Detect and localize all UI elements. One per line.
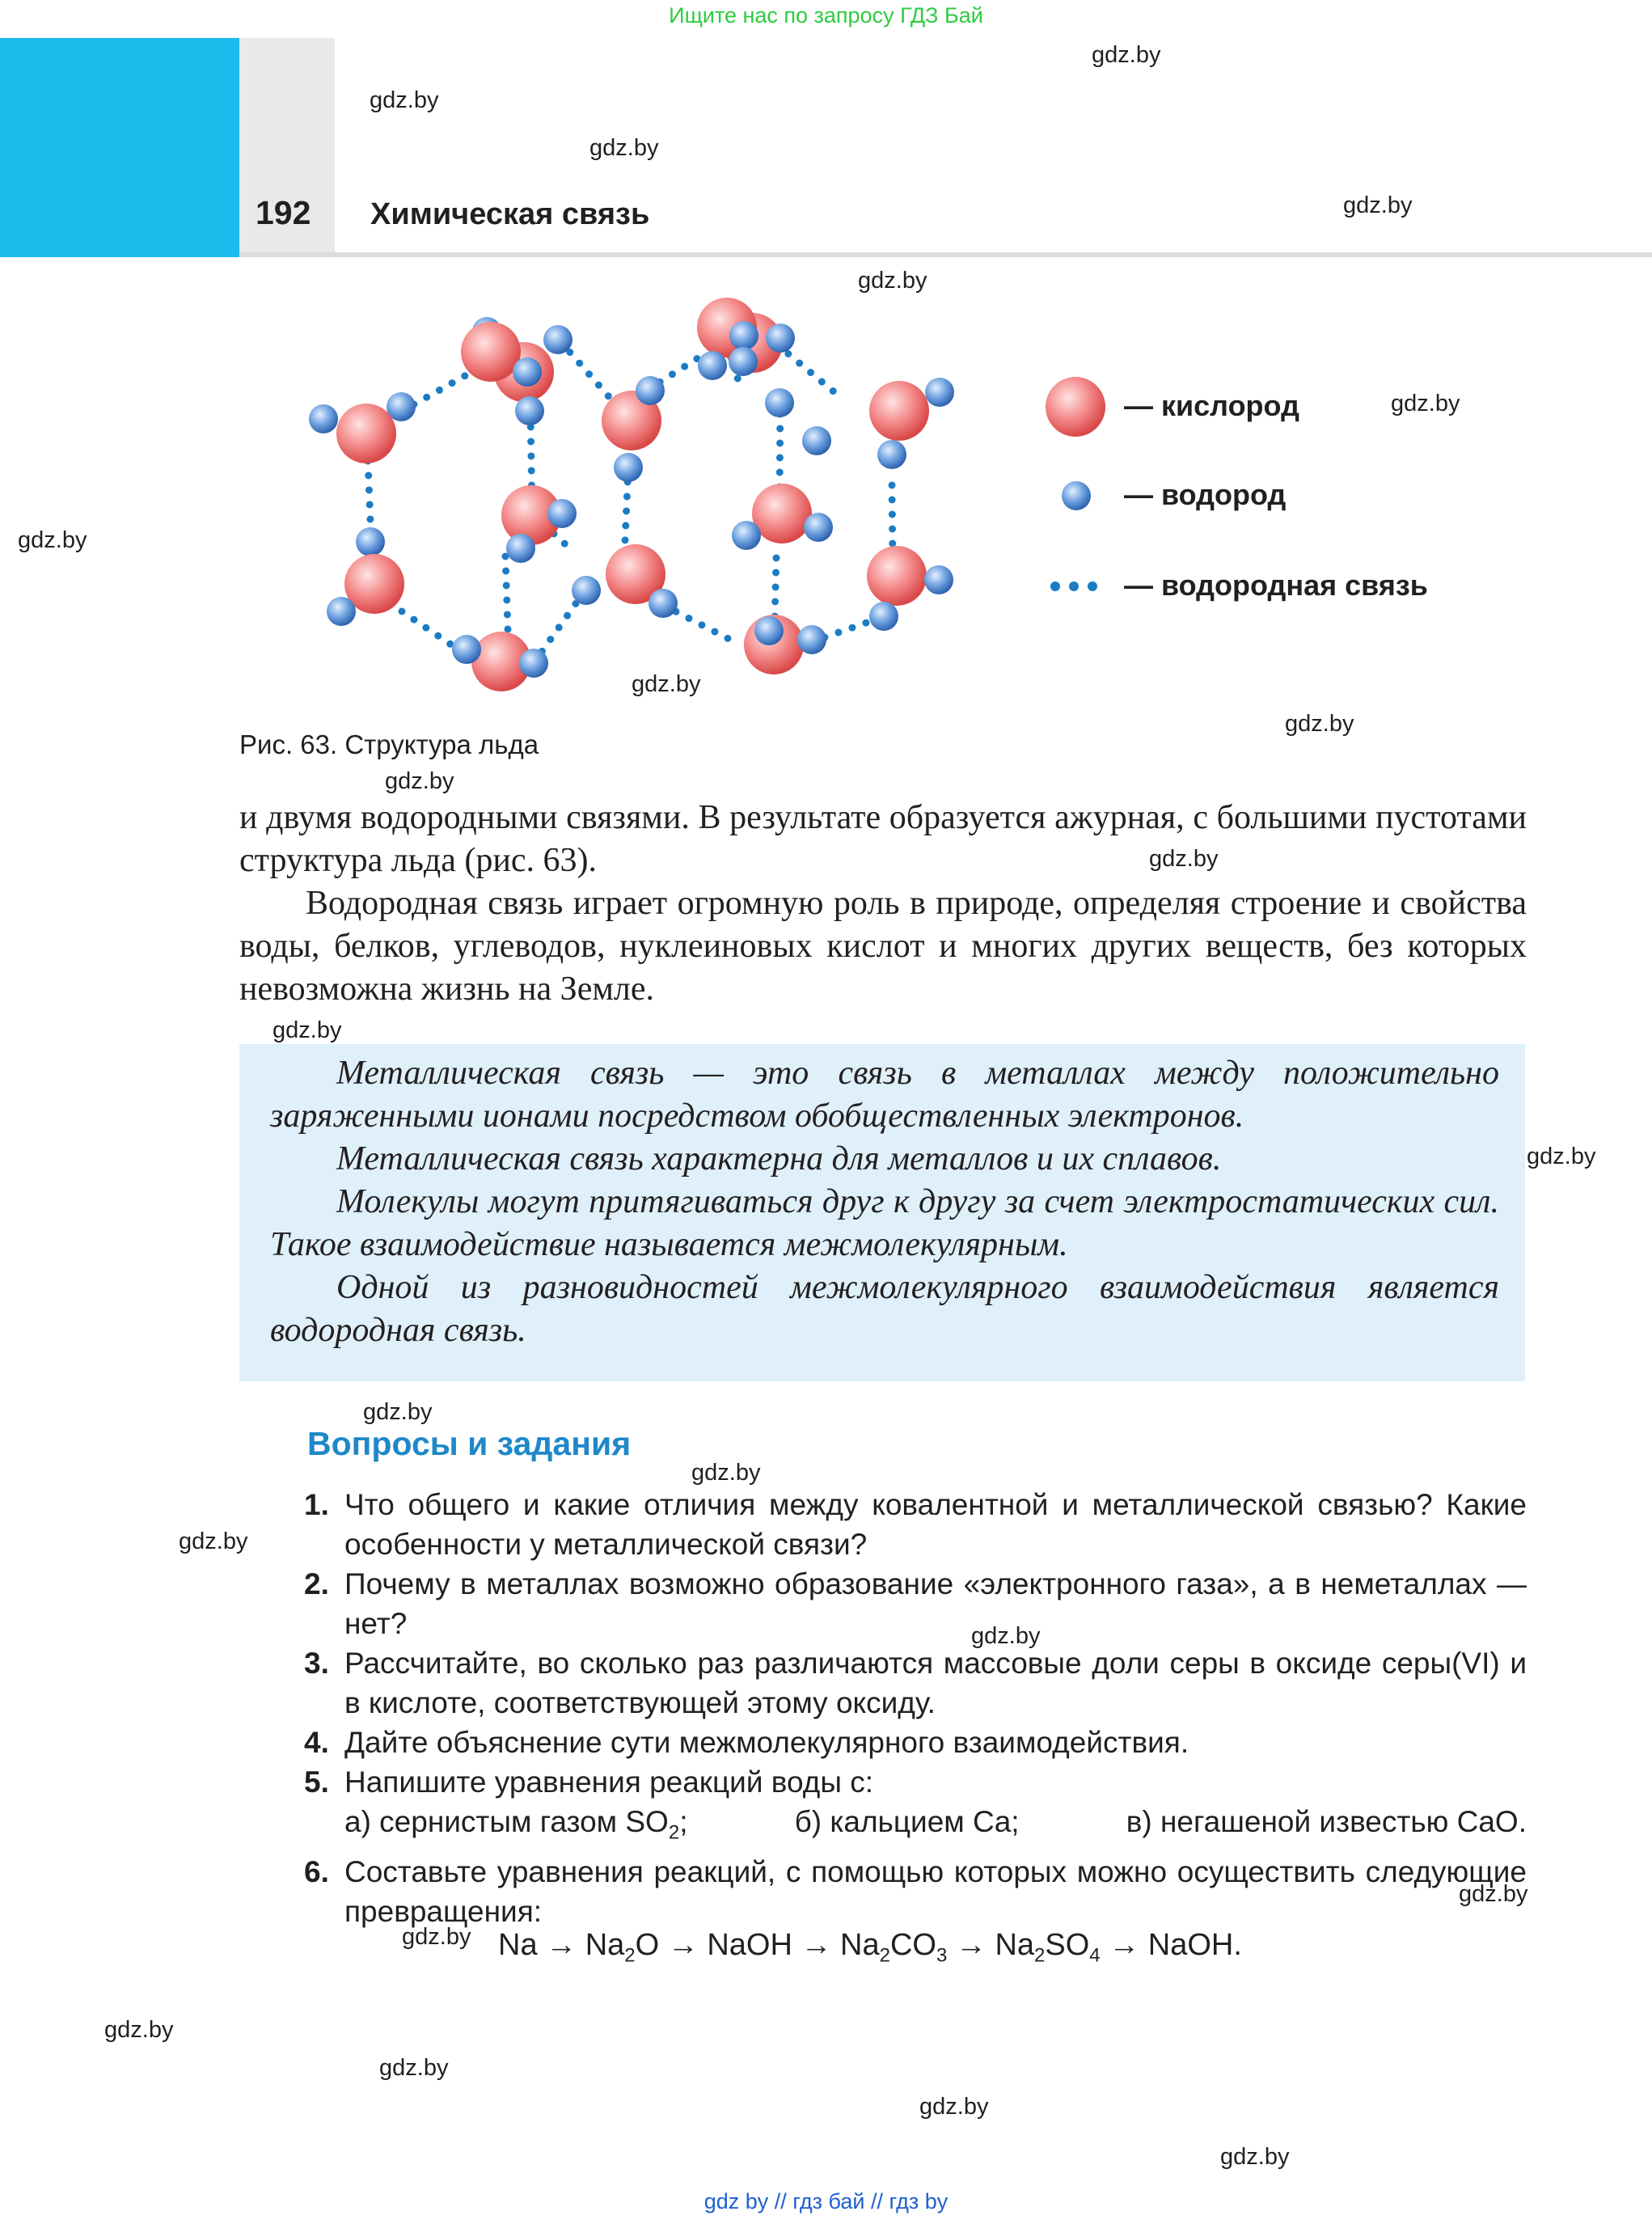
option-c: в) негашеной известью CaO. bbox=[1126, 1805, 1527, 1838]
hydrogen-atom bbox=[452, 635, 481, 664]
question-item bbox=[304, 1852, 1527, 1931]
hydrogen-atom bbox=[754, 616, 784, 645]
watermark: gdz.by bbox=[1343, 192, 1413, 218]
question-text: Напишите уравнения реакций воды с: bbox=[344, 1765, 874, 1799]
oxygen-atom bbox=[336, 404, 396, 463]
arrow: → bbox=[801, 1928, 832, 1962]
question-text: Рассчитайте, во сколько раз различаются массовые доли серы в оксиде серы(VI) и в кислоте, соответствующей этому оксиду. bbox=[344, 1647, 1527, 1719]
watermark: gdz.by bbox=[402, 1924, 471, 1950]
arrow: → bbox=[667, 1928, 699, 1962]
watermark: gdz.by bbox=[1285, 711, 1354, 737]
hydrogen-atom bbox=[327, 597, 356, 626]
body-text bbox=[239, 797, 1527, 1011]
arrow: → bbox=[1109, 1928, 1140, 1962]
hydrogen-bond bbox=[777, 345, 834, 392]
watermark: gdz.by bbox=[18, 527, 87, 553]
hydrogen-bond bbox=[505, 556, 508, 629]
top-banner[interactable]: Ищите нас по запросу ГДЗ Бай bbox=[669, 3, 983, 27]
question-number: 1. bbox=[304, 1488, 329, 1521]
hydrogen-atom bbox=[804, 513, 833, 542]
watermark: gdz.by bbox=[919, 2094, 989, 2120]
definition-box bbox=[239, 1044, 1525, 1381]
watermark: gdz.by bbox=[858, 268, 927, 294]
figure-legend bbox=[1046, 377, 1105, 591]
formula-na2co3: $Na_2CO_3$ bbox=[840, 1928, 948, 1967]
legend-hydrogen-label: — водород bbox=[1124, 478, 1287, 511]
formula-na2o: $Na_2O$ bbox=[585, 1928, 660, 1967]
formula-naoh-end: NaOH. bbox=[1147, 1928, 1242, 1962]
question-item bbox=[304, 1643, 1527, 1723]
watermark: gdz.by bbox=[379, 2055, 449, 2081]
watermark: gdz.by bbox=[385, 768, 454, 794]
paragraph: и двумя водородными связями. В результате образуется ажурная, с большими пустотами структура льда (рис. 63). bbox=[239, 799, 1527, 879]
hydrogen-atom bbox=[877, 440, 906, 469]
hydrogen-atom bbox=[729, 321, 758, 350]
hydrogen-atom bbox=[547, 499, 577, 528]
formula-naoh: NaOH bbox=[707, 1928, 792, 1962]
definition: Одной из разновидностей межмолекулярного взаимодействия является водородная связь. bbox=[270, 1269, 1499, 1349]
hydrogen-atom bbox=[765, 388, 794, 417]
arrow: → bbox=[955, 1928, 987, 1962]
question-item bbox=[304, 1723, 1527, 1762]
subscript: 2 bbox=[668, 1821, 680, 1844]
hydrogen-atom bbox=[506, 534, 535, 563]
questions-list bbox=[304, 1485, 1527, 1931]
hydrogen-atom bbox=[924, 565, 953, 594]
formula-na: Na bbox=[498, 1928, 538, 1962]
questions-title: Вопросы и задания bbox=[307, 1425, 632, 1462]
watermark: gdz.by bbox=[691, 1460, 761, 1486]
question-number: 2. bbox=[304, 1567, 329, 1600]
question-number: 5. bbox=[304, 1765, 329, 1799]
option-a bbox=[344, 1802, 687, 1852]
question-text: Что общего и какие отличия между ковалентной и металлической связью? Какие особенности у металлической связи? bbox=[344, 1488, 1527, 1561]
watermark: gdz.by bbox=[273, 1017, 342, 1043]
page-number: 192 bbox=[256, 194, 311, 231]
formula-na2so4: $Na_2SO_4$ bbox=[995, 1928, 1101, 1967]
watermark: gdz.by bbox=[1149, 846, 1219, 872]
paragraph: Водородная связь играет огромную роль в природе, определяя строение и свойства воды, белков, углеводов, нуклеиновых кислот и многих других веществ, без которых невозможна жизнь на Земле. bbox=[239, 885, 1527, 1008]
header-divider bbox=[239, 252, 1652, 257]
hydrogen-atom bbox=[519, 649, 548, 678]
oxygen-atom bbox=[752, 484, 812, 543]
watermark: gdz.by bbox=[971, 1623, 1041, 1649]
question-item bbox=[304, 1485, 1527, 1564]
definition: Молекулы могут притягиваться друг к другу за счет электростатических сил. Такое взаимодействие называется межмолекулярным. bbox=[270, 1183, 1499, 1263]
oxygen-atom bbox=[867, 546, 927, 606]
footer-links[interactable]: gdz by // гдз бай // гдз by bbox=[703, 2189, 949, 2213]
hydrogen-atom bbox=[732, 521, 761, 550]
hydrogen-atom bbox=[356, 527, 385, 556]
hydrogen-atom bbox=[649, 589, 678, 618]
transformation-chain bbox=[498, 1928, 1242, 1968]
option-b: б) кальцием Ca; bbox=[794, 1805, 1020, 1838]
watermark: gdz.by bbox=[104, 2017, 174, 2043]
watermark: gdz.by bbox=[1220, 2144, 1290, 2170]
question-text: Почему в металлах возможно образование «электронного газа», а в неметаллах — нет? bbox=[344, 1567, 1527, 1640]
hydrogen-atom bbox=[513, 357, 542, 387]
legend-oxygen-icon bbox=[1046, 377, 1105, 437]
hydrogen-atom bbox=[309, 404, 338, 433]
question-options bbox=[304, 1802, 1527, 1852]
hydrogen-atom bbox=[614, 453, 643, 482]
watermark: gdz.by bbox=[179, 1528, 248, 1554]
hydrogen-atom bbox=[802, 426, 831, 455]
molecules bbox=[309, 298, 954, 691]
figure-caption: Рис. 63. Структура льда bbox=[239, 729, 539, 759]
watermark: gdz.by bbox=[363, 1399, 433, 1425]
option-a-text: а) сернистым газом SO bbox=[344, 1805, 669, 1838]
hydrogen-atom bbox=[766, 323, 795, 353]
watermark: gdz.by bbox=[1459, 1881, 1528, 1907]
question-item bbox=[304, 1762, 1527, 1802]
ice-structure-figure bbox=[291, 275, 1472, 704]
hydrogen-bonds bbox=[361, 341, 893, 663]
watermark: gdz.by bbox=[632, 671, 701, 697]
oxygen-atom bbox=[461, 322, 521, 382]
legend-hbond-icon bbox=[1050, 581, 1097, 591]
hydrogen-atom bbox=[869, 602, 898, 631]
question-number: 3. bbox=[304, 1647, 329, 1680]
legend-hydrogen-icon bbox=[1062, 481, 1091, 510]
question-number: 6. bbox=[304, 1855, 329, 1889]
legend-hbond-label: — водородная связь bbox=[1124, 569, 1428, 602]
chapter-title: Химическая связь bbox=[370, 197, 650, 231]
watermark: gdz.by bbox=[1527, 1144, 1596, 1169]
legend-oxygen-label: — кислород bbox=[1124, 389, 1299, 422]
watermark: gdz.by bbox=[370, 87, 439, 113]
watermark: gdz.by bbox=[1092, 42, 1161, 68]
hydrogen-atom bbox=[925, 378, 954, 407]
header-color-tab bbox=[0, 38, 239, 257]
hydrogen-atom bbox=[543, 325, 572, 354]
watermark: gdz.by bbox=[589, 135, 659, 161]
hydrogen-bond bbox=[554, 534, 574, 552]
question-text: Дайте объяснение сути межмолекулярного взаимодействия. bbox=[344, 1726, 1189, 1759]
arrow: → bbox=[546, 1928, 577, 1962]
hydrogen-bond bbox=[775, 558, 776, 621]
hydrogen-atom bbox=[797, 625, 826, 654]
definition: Металлическая связь — это связь в металлах между положительно заряженными ионами посредством обобществленных электронов. bbox=[270, 1055, 1499, 1135]
hydrogen-atom bbox=[636, 376, 665, 405]
question-text: Составьте уравнения реакций, с помощью которых можно осуществить следующие превращения: bbox=[344, 1855, 1527, 1929]
option-a-end: ; bbox=[679, 1805, 688, 1838]
hydrogen-atom bbox=[515, 396, 544, 425]
question-item bbox=[304, 1564, 1527, 1643]
hydrogen-atom bbox=[572, 576, 601, 605]
hydrogen-bond bbox=[560, 341, 617, 406]
hydrogen-atom bbox=[729, 347, 758, 376]
definition: Металлическая связь характерна для металлов и их сплавов. bbox=[336, 1140, 1222, 1178]
oxygen-atom bbox=[869, 381, 929, 441]
hydrogen-atom bbox=[698, 351, 727, 380]
question-number: 4. bbox=[304, 1726, 329, 1759]
watermark: gdz.by bbox=[1391, 391, 1460, 416]
